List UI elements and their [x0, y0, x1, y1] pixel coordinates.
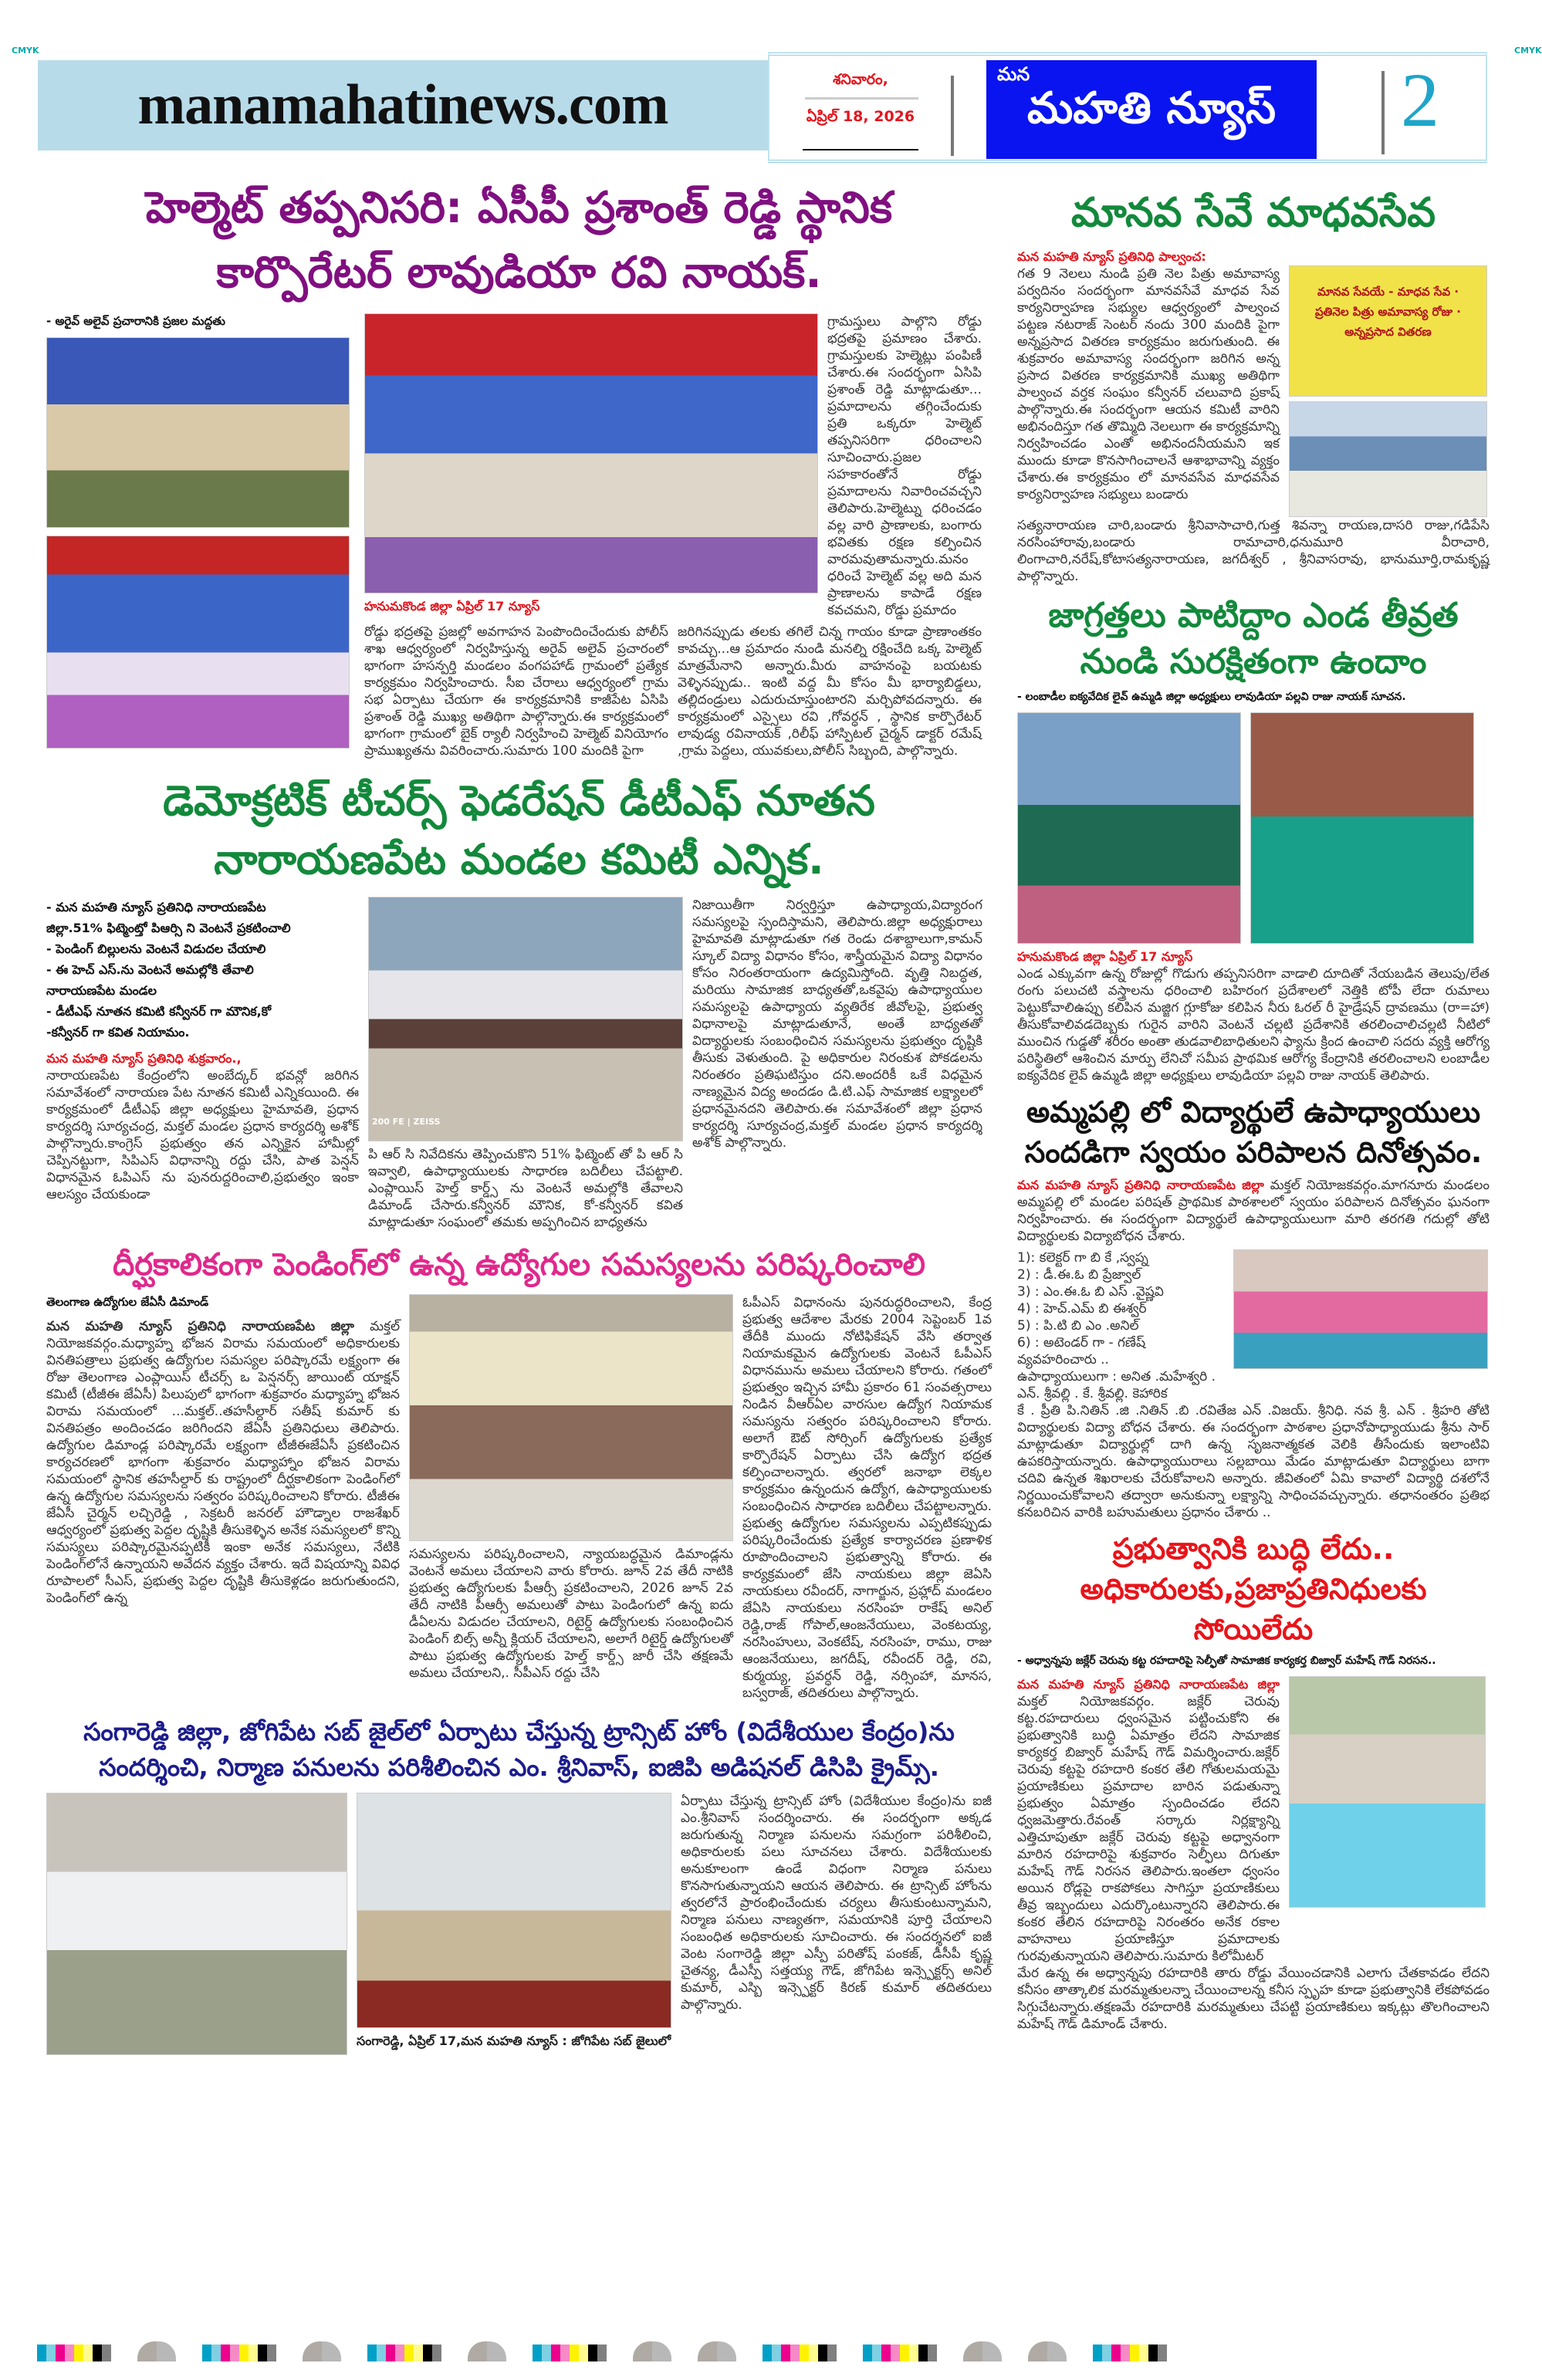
color-swatch [1093, 2345, 1102, 2361]
color-swatch [763, 2345, 772, 2361]
gray-swatch [468, 2338, 506, 2361]
color-swatch [891, 2345, 900, 2361]
headline-line: కార్పొరేటర్ లావుడియా రవి నాయక్. [216, 248, 822, 298]
divider [805, 97, 918, 100]
dtf-byline: మన మహతి న్యూస్ ప్రతినిధి శుక్రవారం., [46, 1051, 242, 1066]
cmyk-swatch-group [37, 2338, 111, 2361]
employees-body [46, 1318, 400, 1607]
ammapalli-intro [1017, 1177, 1490, 1245]
color-swatch [432, 2345, 441, 2361]
color-swatch [258, 2345, 267, 2361]
color-swatch [1102, 2345, 1111, 2361]
color-swatch [542, 2345, 551, 2361]
headline-line: సందర్శించి, నిర్మాణ పనులను పరిశీలించిన ఎం. శ్రీనివాస్, ఐజిపి అడిషనల్ డిసిపి క్రైమ్స్. [99, 1753, 939, 1782]
color-swatch [570, 2345, 579, 2361]
employees-body-right: ఓపీఎస్ విధానంను పునరుద్ధరించాలని, కేంద్ర ప్రభుత్వ ఆదేశాల మేరకు 2004 సెప్టెంబర్ 1వ తేదీకి ముందు నోటిఫికేషన్ వేసి తర్వాత నియామకమైన ఉద్యోగులకు వెంటనే ఓపీఎస్ విధానమును అమలు చేయాలని కోరారు. గతంలో ప్రభుత్వం ఇచ్చిన హామీ ప్రకారం 61 సంవత్సరాలు నిండిన వీఆర్ఏల వారసుల ఉద్యోగ నియామక సమస్యను సత్వరం పరిష్కరించాలని కోరారు. అలాగే ఔట్ సోర్సింగ్ ఉద్యోగులకు ప్రత్యేక కార్పొరేషన్ ఏర్పాటు చేసి ఉద్యోగ భద్రత కల్పించాలన్నారు. త్వరలో జనాభా లెక్కల కార్యక్రమం ఉన్నందున ఉద్యోగ, ఉపాధ్యాయులకు సంబంధించిన సాధారణ బదిలీలు చేపట్టాలన్నారు. ప్రభుత్వ ఉద్యోగుల సమస్యలను ఎప్పటికప్పుడు పరిష్కరించేందుకు ప్రత్యేక కార్యాచరణ ప్రణాళిక రూపొందించాలని ప్రభుత్వాన్ని కోరారు. ఈ కార్యక్రమంలో జేసి నాయకులు జిల్లా జెఏసి నాయకులు రవీందర్, నాగార్జున, ప్రహ్లాద్ మండలం జేఏసి నాయకులు నరసింహ రాకేష్ అనిల్ రెడ్డి,రాజ్ గోపాల్,ఆంజనేయులు, వెంకటయ్య, నరసింహులు, వెంకటేష్, నరసింహ, రాము, రాజు ఆంజనేయులు, జగదీష్, రవీందర్ రెడ్డి, రవి, కుర్మయ్య, ప్రవర్ధన్ రెడ్డి, నర్సింహా, మానస, బస్వరాజ్, తదితరులు పాల్గొన్నారు. [742, 1295, 992, 1701]
registration-mark-left: CMYK [12, 46, 39, 56]
dtf-body-right: నిజాయితీగా నిర్వర్తిస్తూ ఉపాధ్యాయ,విద్యారంగ సమస్యలపై స్పందిస్తామని, తెలిపారు.జిల్లా అధ్యక్షురాలు హైమావతి మాట్లాడుతూ గత రెండు దశాబ్దాలుగా,కామన్ స్కూల్ విద్యా విధానం కోసం, శాస్త్రీయమైన విద్యా విధానం కోసం నిరంతరాయంగా ఉద్యమిస్తోంది. వృత్తి నిబద్ధత, మరియు సామాజిక బాధ్యతతో,ఒకవైపు ఉపాధ్యాయుల సమస్యలపై ఉపాధ్యాయ వ్యతిరేక జీవోలపై, ప్రభుత్వ విధానాలపై మాట్లాడుతూనే, అంతే బాధ్యతతో విద్యార్థులకు సంబంధించిన సమస్యలను ప్రభుత్వం దృష్టికి తీసుకు వెళుతుంది. పై అధికారుల నిరంకుశ పోకడలను నిరంతరం ప్రతిఘటిస్తుం దని.అందరికీ ఒకే విధమైన నాణ్యమైన విద్య అందడం డి.టి.ఎఫ్ సామాజిక లక్ష్యాలలో ప్రధానమైనదని తెలిపారు.ఈ సమావేశంలో జిల్లా ప్రధాన కార్యదర్శి సూర్యచంద్ర,మక్తల్ మండల ప్రధాన కార్యదర్శి అశోక్ పాల్గొన్నారు. [692, 898, 982, 1151]
color-swatch [423, 2345, 432, 2361]
color-swatch [367, 2345, 377, 2361]
employees-article [46, 1294, 992, 1702]
gray-swatch [303, 2338, 341, 2361]
ammapalli-roles [1017, 1249, 1224, 1402]
color-swatch [863, 2345, 872, 2361]
helmet-left [46, 313, 355, 749]
color-swatch [560, 2345, 570, 2361]
photo-students [1233, 1249, 1488, 1369]
gray-swatch-shape [633, 2341, 671, 2361]
headline-line: అధికారులకు,ప్రజాప్రతినిధులకు సోయిలేదు [1080, 1572, 1427, 1646]
bullet-item: - మన మహతి న్యూస్ ప్రతినిధి నారాయణపేట [46, 900, 266, 914]
cmyk-swatch-group [763, 2338, 837, 2361]
dtf-body: నారాయణపేట కేంద్రంలోని అంబేద్కర్ భవన్లో జరిగిన సమావేశంలో నారాయణ పేట నూతన కమిటీ ఎన్నికయింది. ఈ కార్యక్రమంలో డీటీఎఫ్ జిల్లా అధ్యక్షులు హైమావతి, ప్రధాన కార్యదర్శి సూర్యచంద్ర, మక్తల్ మండల ప్రధాన కార్యదర్శి అశోక్ పాల్గొన్నారు.కాంగ్రెస్ ప్రభుత్వం తన ఎన్నికైన హామీల్లో చెప్పినట్టుగా, సిపిఎస్ విధానాన్ని రద్దు చేసి, పాత పెన్షన్ విధానమైన ఓపిఎస్ ను పునరుద్దరించాలి,ప్రభుత్వం ఇంకా ఆలస్యం చేయకుండా [46, 1068, 359, 1202]
gray-swatch-shape [468, 2341, 506, 2361]
gray-swatch [633, 2338, 671, 2361]
role-item: 3) : ఎం.ఈ.ఓ బి ఎస్ .వైష్ణవి [1017, 1284, 1164, 1300]
employees-subhead: తెలంగాణ ఉద్యోగుల జేఏసీ డిమాండ్ [46, 1295, 209, 1309]
road-body [1017, 1676, 1280, 1965]
color-swatch [56, 2345, 65, 2361]
bullet-item: - ఈ హెచ్ ఎస్.ను వెంటనే అమల్లోకి తేవాలి [46, 962, 254, 977]
gray-swatch-shape [303, 2341, 341, 2361]
site-name[interactable]: manamahatinews.com [137, 73, 668, 137]
color-swatch [386, 2345, 395, 2361]
role-item: 1): కలెక్టర్ గా బి కే ,స్వప్న [1017, 1250, 1148, 1266]
photo-selfie-road [1289, 1676, 1486, 1908]
employees-headline: దీర్ఘకాలికంగా పెండింగ్‌లో ఉన్న ఉద్యోగుల సమస్యలను పరిష్కరించాలి [113, 1247, 925, 1283]
gray-swatch-shape [1028, 2341, 1067, 2361]
photo-inspection [357, 1793, 671, 2028]
color-swatch [202, 2345, 211, 2361]
color-swatch [221, 2345, 230, 2361]
color-swatch [404, 2345, 414, 2361]
dtf-bullets [46, 897, 359, 1043]
manava-seva-body-full: సత్యనారాయణ చారి,బండారు శ్రీనివాసాచారి,గుత్త శివన్నా రాయణ,దాసరి రాజు,గడిపేసి నరసింహారావు,బండారు రామాచారి,ధనుమూరి వీరాచారి, లింగాచారి,నరేష్,కోటాసత్యనారాయణ, జగదీశ్వర్ , శ్రీనివాసరావు, భానుమూర్తి,రామకృష్ణ పాల్గొన్నారు. [1017, 518, 1490, 584]
ammapalli-headline [1017, 1092, 1490, 1172]
color-swatch [230, 2345, 239, 2361]
road-headline [1017, 1529, 1490, 1649]
dtf-article [46, 897, 992, 1231]
color-swatch [790, 2345, 800, 2361]
divider [1381, 71, 1385, 154]
sangareddy-headline [46, 1714, 992, 1785]
color-swatch [909, 2345, 918, 2361]
sangareddy-caption: సంగారెడ్డి, ఏప్రిల్ 17,మన మహతి న్యూస్ : జోగిపేట సబ్ జైలులో [357, 2033, 671, 2048]
headline-line: నుండి సురక్షితంగా ఉందాం [1080, 642, 1427, 681]
helmet-body-side: గ్రామస్తులు పాల్గొని రోడ్డు భద్రతపై ప్రమాణం చేశారు. గ్రామస్తులకు హెల్మెట్లు పంపిణీ చేశారు.ఈ సందర్భంగా ఏసిపి ప్రశాంత్ రెడ్డి మాట్లాడుతూ... ప్రమాదాలను తగ్గించేందుకు ప్రతి ఒక్కరూ హెల్మెట్ తప్పనిసరిగా ధరించాలని సూచించారు.ప్రజల సహకారంతోనే రోడ్డు ప్రమాదాలను నివారించవచ్చని తెలిపారు.హెల్మెట్ను ధరించడం వల్ల వారి ప్రాణాలకు, బంగారు భవితకు రక్షణ కల్పించిన వారమవుతామన్నారు.మనం ధరించే హెల్మెట్ వల్ల అది మన ప్రాణాలను కాపాడే రక్షణ కవచమని, రోడ్డు ప్రమాదం [827, 314, 982, 618]
color-swatch [597, 2345, 607, 2361]
role-item: 2) : డీ.ఈ.ఓ బి ప్రేజ్వాల్ [1017, 1267, 1141, 1283]
heat-body: ఎండ ఎక్కువగా ఉన్న రోజుల్లో గొడుగు తప్పనిసరిగా వాడాలి దూదితో నేయబడిన తెలుపు/లేత రంగు పలుచటి వస్త్రాలను ధరించాలి బహిరంగ ప్రదేశాలలో నెత్తికి టోపీ లేదా రుమాలు పెట్టుకోవాలిఉప్పు కలిపిన మజ్జిగ గ్లూకోజు కలిపిన నీరు ఓరల్ రీ హైడ్రేషన్ ద్రావణము (రా=హా) తీసుకోవాలివడదెబ్బకు గురైన వారిని వెంటనే చల్లటి ప్రదేశానికి తరలించాలిచల్లటి నీటిలో ముంచిన గుడ్డతో శరీరం అంతా తుడవాలిబాధితులని ఫ్యాను క్రింద ఉంచాలి సదరు వ్యక్తి ఆరోగ్య పరిస్థితిలో ఆశించిన మార్పు లేనిచో సమీప ప్రాథమిక ఆరోగ్య కేంద్రానికి తరలించాలని లంబాడీల ఐక్యవేదిక లైవ్ ఉమ్మడి జిల్లా అధ్యక్షులు లావుడియా పల్లవి రాజు నాయక్ తెలిపారు. [1017, 966, 1490, 1084]
cmyk-swatch-group [367, 2338, 441, 2361]
headline-line: హెల్మెట్ తప్పనిసరి: ఏసీపీ ప్రశాంత్ రెడ్డి స్థానిక [145, 183, 893, 233]
bullet-item: - డీటీఎఫ్ నూతన కమిటి కన్వీనర్ గా మౌనిక,కో [46, 1004, 272, 1019]
color-swatch [1111, 2345, 1121, 2361]
masthead-banner [38, 60, 768, 150]
helmet-body-a: రోడ్డు భద్రతపై ప్రజల్లో అవగాహన పెంపొందించేందుకు పోలీస్ శాఖ ఆధ్వర్యంలో నిర్వహిస్తున్న అరైవ్ అలైవ్ ప్రచారంలో భాగంగా హసన్పర్తి మండలం వంగపహాడ్ గ్రామంలో ప్రత్యేక కార్యక్రమం నిర్వహించారు. సీఐ చేరాలు ఆధ్వర్యంలో గ్రామ సభ ఏర్పాటు చేయగా ఈ కార్యక్రమానికి కాజీపేట ఏసిపి ప్రశాంత్ రెడ్డి ముఖ్య అతిథిగా పాల్గొన్నారు.ఈ కార్యక్రమంలో భాగంగా గ్రామంలో బైక్ ర్యాలీ నిర్వహించి హెల్మెట్ వినియోగం ప్రాముఖ్యతను వివరించారు.సుమారు 100 మందికి పైగా [364, 624, 668, 759]
ammapalli-body: కే . ప్రీతి పి.నితిన్ .జి .నితిన్ .బి .రవితేజ ఎన్ .విజయ్. శ్రీనిధి. నవ శ్రీ. ఎన్ . శ్రీహరి తోటి విద్యార్థులకు విద్యా బోధన చేశారు. ఈ సందర్భంగా పాఠశాల ప్రధానోపాధ్యాయుడు శ్రీను సార్ మాట్లాడుతూ విద్యార్థుల్లో దాగి ఉన్న సృజనాత్మకత వెలికి తీసేందుకు ఇలాంటివి ఉపకరిస్తాయన్నారు. ఉపాధ్యాయురాలు సల్లబాయి మేడం మాట్లాడుతూ విద్యార్థులు బాగా చదివి ఉన్నత శిఖరాలకు చేరుకోవాలని అన్నారు. జీవితంలో ఏమి కావాలో విద్యార్థి దశలోనే నిర్ణయించుకోవాలని తద్వారా అనుకున్నా లక్ష్యాన్ని సాధించవచ్చున్నారు. తధానంతరం ప్రతిభ కనబరిచిన వారికి బహుమతులు ప్రధానం చేశారు .. [1017, 1403, 1490, 1520]
color-swatch [900, 2345, 909, 2361]
sangareddy-body: ఏర్పాటు చేస్తున్న ట్రాన్సిట్ హోం (విదేశీయుల కేంద్రం)ను ఐజీ ఎం.శ్రీనివాస్ సందర్శించారు. ఈ సందర్భంగా అక్కడ జరుగుతున్న నిర్మాణ పనులను సమగ్రంగా పరిశీలించి, అధికారులకు పలు సూచనలు చేశారు. విదేశీయులకు అనుకూలంగా ఉండే విధంగా నిర్మాణ పనులు కొనసాగుతున్నాయని ఆయన తెలిపారు. ఈ ట్రాన్సిట్ హోంను త్వరలోనే ప్రారంభించేందుకు చర్యలు తీసుకుంటున్నామని, నిర్మాణ పనులు నాణ్యతగా, సమయానికి పూర్తి చేయాలని సంబంధిత అధికారులకు సూచించారు. ఈ సందర్శనలో ఐజీ వెంట సంగారెడ్డి జిల్లా ఎస్పీ పరితోష్ పంకజ్, డీసీపీ కృష్ణ చైతన్య, డీఎస్పీ సత్తయ్య గౌడ్, జోగిపేట ఇన్స్పెక్టర్స్ అనిల్ కుమార్, ఎస్బి ఇన్స్పెక్టర్ కిరణ్ కుమార్ తదితరులు పాల్గొన్నారు. [681, 1793, 992, 2013]
employees-byline: మన మహతి న్యూస్ ప్రతినిధి నారాయణపేట జిల్లా [46, 1319, 354, 1334]
role-item: 5) : పి.టి బి ఎం .అనిల్ [1017, 1318, 1139, 1334]
helmet-article [46, 313, 992, 759]
helmet-subhead: - అరైవ్ అలైవ్ ప్రచారానికి ప్రజల మద్దతు [46, 314, 225, 328]
heat-headline [1017, 593, 1490, 685]
bullet-item: నారాయణపేట మండల [46, 983, 157, 998]
manava-seva-byline: మన మహతి న్యూస్ ప్రతినిధి పాల్వంచ: [1017, 249, 1206, 264]
cmyk-swatch-group [533, 2338, 607, 2361]
body-text: మక్తల్ నియోజకవర్గం. జక్లేర్ చెరువు కట్ట.రహదారులు ధ్వంసమైన పట్టించుకోని ఈ ప్రభుత్వానికి బుద్ధి ఏమాత్రం లేదని సామాజిక కార్యకర్త బిజ్వార్ మహేష్ గౌడ్ విమర్శించారు.జక్లేర్ చెరువు కట్టపై రహదారి కంకర తేలి గోతులమయమై ప్రయాణికులు ప్రమాదాల బారిన పడుతున్నా ప్రభుత్వం ఏమాత్రం స్పందించడం లేదని ధ్వజమెత్తారు.రేవంత్ సర్కారు నిర్లక్ష్యాన్ని ఎత్తిచూపుతూ జక్లేర్ చెరువు కట్టపై అధ్వానంగా మారిన రహదారిపై శుక్రవారం సెల్ఫీలు దిగుతూ మహేష్ గౌడ్ నిరసన తెలిపారు.ఇంతలా ధ్వంసం అయిన రోడ్లపై రాకపోకలు సాగిస్తూ ప్రయాణికులు తీవ్ర ఇబ్బందులు ఎదుర్కొంటున్నారని తెలిపారు.ఈ కంకర తేలిన రహదారిపై నిరంతరం అనేక రకాల వాహనాలు ప్రయాణిస్తూ ప్రమాదాలకు గురవుతున్నాయని తెలిపారు.సుమారు కిలోమీటర్ [1017, 1694, 1280, 1964]
photo-person [1017, 712, 1241, 944]
photo-dtf-meeting [368, 897, 683, 1141]
gray-swatch-shape [698, 2341, 736, 2361]
cmyk-swatch-group [863, 2338, 937, 2361]
color-swatch [83, 2345, 93, 2361]
issue-date: ఏప్రిల్ 18, 2026 [806, 108, 915, 125]
color-swatch [781, 2345, 790, 2361]
sangareddy-article [46, 1793, 992, 2055]
color-swatch [1148, 2345, 1158, 2361]
role-item: 6) : అటెండర్ గా - గణేష్ వ్యవహరించారు .. [1017, 1335, 1146, 1367]
road-body-full: మేర ఉన్న ఈ అధ్వాన్నపు రహదారికి తారు రోడ్డు వేయించడానికి ఎలాగు చేతకావడం లేదని కనీసం తాత్కాలిక మరమ్మతులన్నా చేయించాలన్న కనీస స్పృహ కూడా ప్రభుత్వానికి లేకపోవడం సిగ్గుచేటన్నారు.తక్షణమే రహదారికి మరమ్మతులు చేపట్టి ప్రయాణికులు ఇక్కట్లు తొలగించాలని మహేష్ గౌడ్ డిమాండ్ చేశారు. [1017, 1966, 1490, 2032]
color-swatch [102, 2345, 111, 2361]
photo-helmet-stage [46, 536, 350, 749]
photo-helmet-distribution [46, 337, 350, 528]
color-swatch [827, 2345, 837, 2361]
dtf-headline [46, 772, 992, 889]
intro-text: మక్తల్ నియోజకవర్గం.మాగనూరు మండలం అమ్మపల్లి లో మండల పరిషత్ ప్రాథమిక పాఠశాలలో స్వయం పరిపాలన దినోత్సవం ఘనంగా నిర్వహించారు. ఈ సందర్భంగా విద్యార్థులే ఉపాధ్యాయులుగా మారి తరగతి గదుల్లో తోటి విద్యార్థులకు విద్యాబోధన చేశారు. [1017, 1178, 1490, 1244]
color-swatch [249, 2345, 258, 2361]
color-swatch [1158, 2345, 1167, 2361]
color-swatch [579, 2345, 588, 2361]
color-swatch [809, 2345, 818, 2361]
headline-line: ప్రభుత్వానికి బుద్ధి లేదు.. [1112, 1532, 1395, 1566]
logo-text: మహతి న్యూస్ [1026, 83, 1277, 134]
cmyk-swatch-group [202, 2338, 276, 2361]
headline-line: సందడిగా స్వయం పరిపాలన దినోత్సవం. [1024, 1135, 1483, 1169]
color-swatch [1121, 2345, 1130, 2361]
right-column [1017, 185, 1490, 2033]
color-swatch [533, 2345, 542, 2361]
gray-swatch [1028, 2338, 1067, 2361]
color-swatch [772, 2345, 781, 2361]
color-swatch [818, 2345, 827, 2361]
color-swatch [93, 2345, 102, 2361]
headline-line: డెమోక్రటిక్ టీచర్స్ ఫెడరేషన్ డీటీఎఫ్ నూతన [163, 776, 875, 825]
photo-banner [1289, 265, 1487, 397]
headline-line: నారాయణపేట మండల కమిటీ ఎన్నిక. [214, 835, 824, 884]
color-swatch [377, 2345, 386, 2361]
color-swatch [588, 2345, 597, 2361]
color-swatch [74, 2345, 83, 2361]
cmyk-swatch-group [1093, 2338, 1167, 2361]
color-swatch [872, 2345, 881, 2361]
gray-swatch [963, 2338, 1002, 2361]
color-swatch [1139, 2345, 1148, 2361]
photo-employees-protest [409, 1294, 733, 1541]
helmet-headline [46, 176, 992, 306]
divider [951, 76, 954, 156]
heat-byline: హనుమకొండ జిల్లా ఏప్రిల్ 17 న్యూస్ [1017, 949, 1193, 964]
color-swatch [881, 2345, 891, 2361]
divider [803, 149, 918, 150]
photo-stamp: 200 FE | ZEISS [372, 1117, 441, 1127]
helmet-byline: హనుమకొండ జిల్లా ఏప్రిల్ 17 న్యూస్ [364, 599, 540, 614]
left-column [46, 176, 992, 2055]
color-swatch [239, 2345, 249, 2361]
issue-day: శనివారం, [833, 71, 888, 88]
road-byline: మన మహతి న్యూస్ ప్రతినిధి నారాయణపేట జిల్లా [1017, 1677, 1280, 1692]
print-color-bar [37, 2338, 1503, 2361]
gray-swatch-shape [963, 2341, 1002, 2361]
road-subhead: - అధ్వాన్నపు జక్లేర్ చెరువు కట్ట రహదారిపై సెల్ఫీతో సామాజిక కార్యకర్త బిజ్వార్ మహేష్ గౌడ్ నిరసన.. [1017, 1655, 1436, 1667]
color-swatch [1130, 2345, 1139, 2361]
headline-line: జాగ్రత్తలు పాటిద్దాం ఎండ తీవ్రత [1048, 596, 1459, 635]
manava-seva-headline: మానవ సేవే మాధవసేవ [1070, 190, 1436, 236]
color-swatch [414, 2345, 423, 2361]
color-swatch [65, 2345, 74, 2361]
logo-text-small: మన [997, 63, 1030, 85]
photo-person [1250, 712, 1474, 944]
page-number: 2 [1401, 57, 1439, 143]
bullet-item: - పెండింగ్ బిల్లులను వెంటనే విడుదల చేయాలి [46, 942, 266, 956]
bullet-item: -కన్వీనర్ గా కవిత నియామం. [46, 1025, 190, 1040]
color-swatch [928, 2345, 937, 2361]
color-swatch [211, 2345, 221, 2361]
color-swatch [800, 2345, 809, 2361]
photo-officials [46, 1793, 347, 2055]
helmet-body-b: జరిగినప్పుడు తలకు తగిలే చిన్న గాయం కూడా ప్రాణాంతకం కావచ్చు...ఆ ప్రమాదం నుండి మనల్ని రక్షించేది ఒక్క హెల్మెట్ మాత్రమేనాని అన్నారు.మీరు వాహనంపై బయటకు వెళ్ళినప్పుడు.. ఇంటి వద్ద మీ కోసం మీ భార్యాబిడ్డలు, తల్లిదండ్రులు ఎదురుచూస్తుంటారని మర్చిపోవదన్నారు. ఈ కార్యక్రమంలో ఎస్సైలు రవి ,గోవర్ధన్ , స్థానిక కార్పొరేటర్ లావుడ్య రవినాయక్ ,రిలీఫ్ హాస్పిటల్ చైర్మన్ డాక్టర్ రమేష్ ,గ్రామ పెద్దలు, యువకులు,పోలీస్ సిబ్బంది, పాల్గొన్నారు. [678, 624, 982, 759]
newspaper-logo [986, 60, 1317, 159]
headline-line: సంగారెడ్డి జిల్లా, జోగిపేట సబ్ జైల్‌లో ఏర్పాటు చేస్తున్న ట్రాన్సిట్ హోం (విదేశీయుల కేంద్రం)ను [83, 1717, 955, 1746]
employees-body-under: సమస్యలను పరిష్కరించాలని, న్యాయబద్ధమైన డిమాండ్లను వెంటనే అమలు చేయాలని వారు కోరారు. జూన్ 2వ తేదీ నాటికి ప్రభుత్వ ఉద్యోగులకు పీఆర్సీ ప్రకటించాలని, 2026 జూన్ 2వ తేదీ నాటికి పీఆర్సీ అమలుతో పాటు పెండింగులో ఉన్న ఐదు డీఏలను విడుదల చేయాలని, రిటైర్డ్ ఉద్యోగులకు సంబంధించిన పెండింగ్ బిల్స్ అన్నీ క్లియర్ చేయాలని, అలాగే రిటైర్డ్ ఉద్యోగులతో పాటు ప్రభుత్వ ఉద్యోగులకు హెల్త్ కార్డ్స్ జారీ చేసి తక్షణమే అమలు చేయాలని,. సీపీఎస్ రద్దు చేసి [409, 1547, 733, 1681]
photo-food-distribution [1289, 401, 1487, 517]
color-swatch [551, 2345, 560, 2361]
registration-mark-right: CMYK [1514, 46, 1542, 56]
gray-swatch [137, 2338, 176, 2361]
ammapalli-byline: మన మహతి న్యూస్ ప్రతినిధి నారాయణపేట జిల్లా [1017, 1178, 1264, 1192]
color-swatch [395, 2345, 404, 2361]
color-swatch [46, 2345, 56, 2361]
dtf-body-under: పి ఆర్ సి నివేదికను తెప్పించుకొని 51% ఫిట్మెంట్ తో పి ఆర్ సి ఇవ్వాలి, ఉపాధ్యాయులకు సాధారణ బదిలీలు చేపట్టాలి. ఎంప్లాయిస్ హెల్త్ కార్డ్స్ ను వెంటనే అమల్లోకి తేవాలని డిమాండ్ చేసారు.కన్వీనర్ మౌనిక, కో-కన్వీనర్ కవిత మాట్లాడుతూ సంఘంలో తమకు అప్పగించిన బాధ్యతను [368, 1147, 683, 1230]
color-swatch [37, 2345, 46, 2361]
color-swatch [267, 2345, 276, 2361]
gray-swatch [698, 2338, 736, 2361]
photo-helmet-main [364, 313, 818, 593]
heat-subhead: - లంబాడీల ఐక్యవేదిక లైవ్ ఉమ్మడి జిల్లా అధ్యక్షులు లావుడియా పల్లవి రాజు నాయక్ సూచన. [1017, 691, 1406, 703]
headline-line: అమ్మపల్లి లో విద్యార్థులే ఉపాధ్యాయులు [1026, 1095, 1481, 1129]
bullet-item: జిల్లా.51% ఫిట్మెంట్తో పిఆర్సి ని వెంటనే ప్రకటించాలి [46, 921, 291, 935]
manava-seva-body: గత 9 నెలలు నుండి ప్రతి నెల పిత్రు అమావాస్య పర్వదినం సందర్భంగా మానవసేవే మాధవ సేవ కార్యనిర్వాహణ సభ్యుల ఆధ్వర్యంలో పాల్వంచ పట్టణ నటరాజ్ సెంటర్ నందు 300 మందికి పైగా అన్నప్రసాద వితరణ కార్యక్రమం జరుగుతుంది. ఈ శుక్రవారం అమావాస్య సందర్భంగా జరిగిన అన్న ప్రసాద వితరణ కార్యక్రమానికి ముఖ్య అతిథిగా పాల్వంచ వర్తక సంఘం కన్వీనర్ చలువాది ప్రకాష్ పాల్గొన్నారు.ఈ సందర్భంగా ఆయన కమిటీ వారిని అభినందిస్తూ గత తొమ్మిది నెలలుగా ఈ కార్యక్రమాన్ని నిర్వహించడం ఎంతో అభినందనీయమని ఇక ముందు కూడా కొనసాగించాలనే ఆశాభావాన్ని వ్యక్తం చేశారు.ఈ కార్యక్రమం లో మానవసేవ మాధవసేవ కార్యనిర్వాహణ సభ్యులు బండారు [1017, 266, 1280, 502]
role-item: ఉపాధ్యాయులుగా : అనిత .మహేశ్వరి . ఎన్. శ్రీవల్లి . కే. శ్రీవల్లి. కెహారిక [1017, 1369, 1216, 1401]
banner-text: మానవ సేవయే - మాధవ సేవ · ప్రతినెల పిత్రు అమావాస్య రోజు · అన్నప్రసాద వితరణ [1315, 285, 1461, 339]
helmet-right [364, 313, 982, 759]
role-item: 4) : హెచ్.ఎమ్ బి ఈశ్వర్ [1017, 1301, 1147, 1317]
body-text: మక్తల్ నియోజకవర్గం.మధ్యాహ్న భోజన విరామ సమయంలో అధికారులకు వినతిపత్రాలు ప్రభుత్వ ఉద్యోగుల సమస్యల పరిష్కారమే లక్ష్యంగా ఈ రోజు తెలంగాణ ఎంప్లాయిస్ టీచర్స్ ఒ పెన్షనర్స్ జాయింట్ యాక్షన్ కమిటీ (టీజీఈ జేఏసీ) పిలుపులో భాగంగా శుక్రవారం మధ్యాహ్న భోజన విరామ సమయంలో ...మక్తల్..తహసీల్దార్ సతీష్ కుమార్ కు వినతిపత్రం అందించడం జరిగిందని జేఏసీ ప్రతినిధులు తెలిపారు. ఉద్యోగుల డిమాండ్ల పరిష్కారమే లక్ష్యంగా టీజీఈజేఏసీ ప్రకటించిన కార్యచరణలో భాగంగా శుక్రవారం మధ్యాహ్నాం భోజన విరామ సమయంలో స్థానిక తహసీల్దార్ కు రాష్ట్రంలో దీర్ఘకాలికంగా పెండింగ్‌లో ఉన్న ఉద్యోగుల సమస్యలను సత్వరం పరిష్కరించాలని కోరారు. టీజీఈ జేఏసీ చైర్మన్ లచ్చిరెడ్డి , సెక్రటరీ జనరల్ హౌడ్నాల రాజశేఖర్ ఆధ్వర్యంలో ప్రభుత్వ పెద్దల దృష్టికి తీసుకెళ్ళిన అనేక సమస్యలలో కొన్ని సమస్యలు పరిష్కారమైనప్పటికీ ఇంకా అనేక సమస్యలు, నేటికి పెండింగ్‌లోనే ఉన్నాయని అవేదన వ్యక్తం చేశారు. ఇదే విషయాన్ని వివిధ రూపాలలో సీఎస్, ప్రభుత్వ పెద్దల దృష్టికి తీసుకెళ్లడం జరుగుతుందని, పెండింగ్‌లో ఉన్న [46, 1319, 401, 1606]
gray-swatch-shape [137, 2341, 176, 2361]
color-swatch [918, 2345, 928, 2361]
